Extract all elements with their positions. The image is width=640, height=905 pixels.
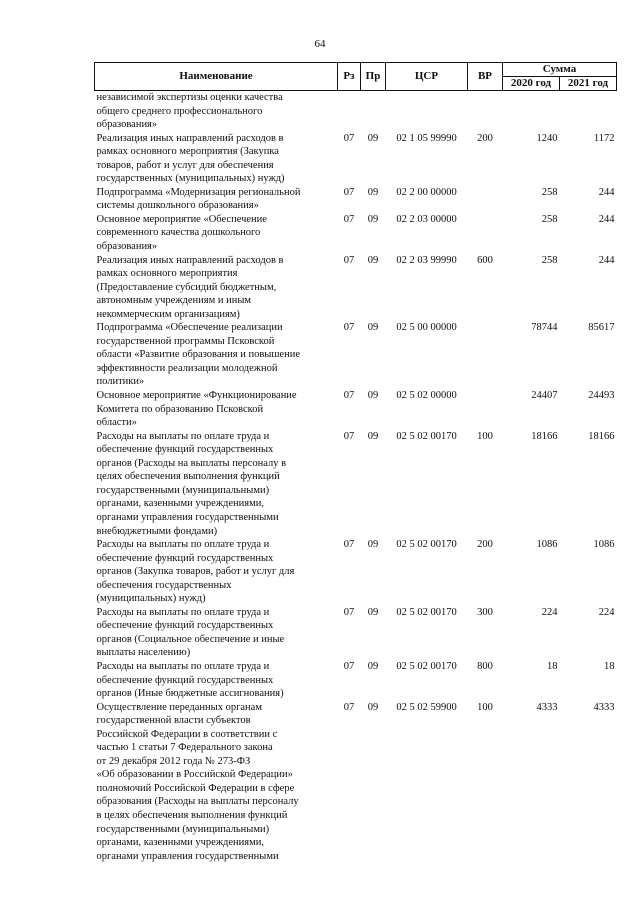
row-name-cell: [95, 132, 338, 186]
row-name-cell: [95, 254, 338, 322]
row-sum-2021-cell: [560, 91, 617, 132]
row-sum-2020-cell-text: 24407: [531, 390, 558, 402]
row-vr-cell: [468, 186, 503, 213]
row-sum-2020-cell-text: 78744: [531, 322, 558, 334]
row-sum-2020-cell-text: 258: [541, 186, 558, 198]
row-pr-cell: [361, 538, 386, 606]
table-row: [95, 660, 617, 701]
row-csr-cell-text: 02 5 00 00000: [396, 322, 457, 334]
row-csr-cell-text: 02 1 05 99990: [396, 132, 457, 144]
row-sum-2021-cell: [560, 186, 617, 213]
row-sum-2020-cell-text: 224: [541, 606, 558, 618]
row-csr-cell-text: 02 5 02 59900: [396, 701, 457, 713]
table-row: [95, 538, 617, 606]
row-name-cell: [95, 389, 338, 430]
row-name-cell-text: Основное мероприятие «Обеспечение современного качества дошкольного образования»: [96, 213, 267, 253]
row-sum-2020-cell-text: 258: [541, 213, 558, 225]
row-vr-cell: [468, 606, 503, 660]
table-row: [95, 132, 617, 186]
row-sum-2020-cell: [503, 660, 560, 701]
table-row: [95, 430, 617, 538]
row-name-cell-text: Реализация иных направлений расходов в рамках основного мероприятия (Закупка товаров, работ и услуг для обеспечения государственных (муниципальных) нужд): [96, 132, 285, 185]
row-sum-2020-cell: [503, 321, 560, 389]
row-name-cell: [95, 186, 338, 213]
row-name-cell-text: Расходы на выплаты по оплате труда и обеспечение функций государственных органов (Расходы на выплаты персоналу в целях обеспечения выполнения функций государственными (муниципальными) органами, казенными учреждениями, органами управления государственными внебюджетными фондами): [96, 430, 287, 537]
row-pr-cell-text: 09: [367, 390, 379, 402]
row-csr-cell: [386, 701, 468, 864]
row-csr-cell-text: 02 2 03 00000: [396, 213, 457, 225]
row-name-cell-text: Расходы на выплаты по оплате труда и обеспечение функций государственных органов (Закупка товаров, работ и услуг для обеспечения государственных (муниципальных) нужд): [96, 539, 295, 605]
row-pr-cell: [361, 389, 386, 430]
row-vr-cell-text: 200: [477, 539, 493, 551]
row-sum-2020-cell: [503, 538, 560, 606]
row-rz-cell-text: 07: [343, 213, 355, 225]
row-name-cell: [95, 660, 338, 701]
row-name-cell: [95, 213, 338, 254]
row-rz-cell: [338, 132, 361, 186]
row-csr-cell: [386, 213, 468, 254]
row-csr-cell-text: 02 2 00 00000: [396, 186, 457, 198]
row-sum-2021-cell: [560, 606, 617, 660]
row-pr-cell-text: 09: [367, 322, 379, 334]
row-vr-cell: [468, 701, 503, 864]
row-rz-cell: [338, 538, 361, 606]
row-vr-cell: [468, 538, 503, 606]
row-pr-cell: [361, 606, 386, 660]
row-rz-cell: [338, 606, 361, 660]
row-vr-cell-text: 300: [477, 606, 493, 618]
row-pr-cell: [361, 430, 386, 538]
page-number: 64: [314, 38, 326, 50]
row-pr-cell: [361, 660, 386, 701]
row-csr-cell: [386, 430, 468, 538]
row-vr-cell-text: 100: [477, 430, 493, 442]
row-sum-2020-cell: [503, 132, 560, 186]
row-vr-cell-text: 600: [477, 254, 493, 266]
row-rz-cell-text: 07: [343, 539, 355, 551]
table-row: [95, 254, 617, 322]
table-body: [95, 91, 617, 864]
row-pr-cell: [361, 186, 386, 213]
row-vr-cell: [468, 213, 503, 254]
row-sum-2020-cell-text: 4333: [536, 701, 558, 713]
row-name-cell-text: Подпрограмма «Модернизация региональной системы дошкольного образования»: [96, 186, 301, 212]
row-vr-cell-text: 800: [477, 660, 493, 672]
row-rz-cell-text: 07: [343, 322, 355, 334]
row-vr-cell: [468, 321, 503, 389]
row-sum-2020-cell: [503, 91, 560, 132]
row-name-cell: [95, 701, 338, 864]
row-vr-cell: [468, 660, 503, 701]
header-sum: Сумма: [503, 63, 617, 77]
row-rz-cell-text: 07: [343, 660, 355, 672]
row-sum-2021-cell-text: 244: [598, 186, 615, 198]
table-row: [95, 606, 617, 660]
row-vr-cell: [468, 254, 503, 322]
row-sum-2021-cell: [560, 254, 617, 322]
table-header: [95, 63, 617, 91]
table-row: [95, 213, 617, 254]
row-vr-cell: [468, 430, 503, 538]
row-pr-cell-text: 09: [367, 254, 379, 266]
row-rz-cell-text: 07: [343, 186, 355, 198]
header-pr: Пр: [361, 63, 386, 91]
row-csr-cell: [386, 389, 468, 430]
row-rz-cell-text: 07: [343, 254, 355, 266]
row-pr-cell: [361, 213, 386, 254]
row-sum-2021-cell-text: 4333: [593, 701, 615, 713]
row-sum-2020-cell-text: 18166: [531, 430, 558, 442]
table-row: [95, 389, 617, 430]
row-pr-cell: [361, 701, 386, 864]
row-csr-cell: [386, 660, 468, 701]
row-sum-2020-cell: [503, 606, 560, 660]
row-pr-cell-text: 09: [367, 539, 379, 551]
row-rz-cell: [338, 213, 361, 254]
row-rz-cell: [338, 701, 361, 864]
row-rz-cell-text: 07: [343, 132, 355, 144]
row-rz-cell: [338, 186, 361, 213]
row-rz-cell: [338, 321, 361, 389]
row-csr-cell-text: 02 5 02 00170: [396, 606, 457, 618]
row-rz-cell: [338, 389, 361, 430]
row-sum-2020-cell: [503, 213, 560, 254]
row-pr-cell: [361, 132, 386, 186]
row-name-cell-text: Осуществление переданных органам государственной власти субъектов Российской Федерации в соответствии с частью 1 статьи 7 Федерального закона от 29 декабря 2012 года № 273-ФЗ «Об образовании в Российской Федерации» полномочий Российской Федерации в сфере образования (Расходы на выплаты персоналу в целях обеспечения выполнения функций государственными (муниципальными) органами, казенными учреждениями, органами управления государственными: [96, 701, 299, 862]
row-vr-cell: [468, 91, 503, 132]
row-name-cell: [95, 321, 338, 389]
row-csr-cell-text: 02 5 02 00170: [396, 539, 457, 551]
row-csr-cell-text: 02 5 02 00170: [396, 660, 457, 672]
row-rz-cell: [338, 660, 361, 701]
row-pr-cell: [361, 254, 386, 322]
row-name-cell-text: независимой экспертизы оценки качества общего среднего профессионального образования»: [96, 92, 283, 131]
row-sum-2021-cell-text: 18: [604, 660, 615, 672]
row-sum-2021-cell: [560, 321, 617, 389]
row-sum-2020-cell-text: 18: [547, 660, 558, 672]
budget-table: [94, 62, 617, 863]
row-pr-cell-text: 09: [367, 132, 379, 144]
row-sum-2021-cell-text: 85617: [588, 322, 615, 334]
row-csr-cell: [386, 606, 468, 660]
row-name-cell-text: Расходы на выплаты по оплате труда и обеспечение функций государственных органов (Социальное обеспечение и иные выплаты населению): [96, 606, 285, 659]
row-rz-cell-text: 07: [343, 390, 355, 402]
row-vr-cell-text: 100: [477, 701, 493, 713]
row-pr-cell: [361, 91, 386, 132]
row-sum-2021-cell-text: 1172: [593, 132, 615, 144]
row-vr-cell-text: 200: [477, 132, 493, 144]
row-sum-2021-cell-text: 24493: [588, 390, 615, 402]
header-year-2020: 2020 год: [503, 77, 560, 91]
row-name-cell: [95, 606, 338, 660]
row-vr-cell: [468, 132, 503, 186]
row-sum-2021-cell-text: 244: [598, 213, 615, 225]
row-rz-cell: [338, 91, 361, 132]
row-pr-cell-text: 09: [367, 701, 379, 713]
header-rz: Рз: [338, 63, 361, 91]
table-row: [95, 321, 617, 389]
row-pr-cell: [361, 321, 386, 389]
row-sum-2020-cell-text: 258: [541, 254, 558, 266]
row-csr-cell-text: 02 5 02 00170: [396, 430, 457, 442]
row-csr-cell: [386, 321, 468, 389]
row-csr-cell-text: 02 2 03 99990: [396, 254, 457, 266]
row-name-cell-text: Подпрограмма «Обеспечение реализации государственной программы Псковской области «Развитие образования и повышение эффективности реализации молодежной политики»: [96, 322, 300, 388]
row-sum-2020-cell: [503, 254, 560, 322]
row-sum-2021-cell: [560, 430, 617, 538]
row-sum-2020-cell: [503, 389, 560, 430]
table-row: [95, 701, 617, 864]
row-rz-cell: [338, 430, 361, 538]
row-pr-cell-text: 09: [367, 660, 379, 672]
row-name-cell-text: Расходы на выплаты по оплате труда и обеспечение функций государственных органов (Иные бюджетные ассигнования): [96, 660, 284, 700]
row-sum-2020-cell: [503, 701, 560, 864]
row-sum-2021-cell-text: 1086: [593, 539, 615, 551]
row-rz-cell-text: 07: [343, 606, 355, 618]
row-sum-2020-cell-text: 1240: [536, 132, 558, 144]
row-sum-2021-cell-text: 244: [598, 254, 615, 266]
row-rz-cell-text: 07: [343, 701, 355, 713]
row-name-cell-text: Основное мероприятие «Функционирование Комитета по образованию Псковской области»: [96, 390, 297, 429]
header-name: Наименование: [95, 63, 338, 91]
header-csr: ЦСР: [386, 63, 468, 91]
row-pr-cell-text: 09: [367, 186, 379, 198]
row-csr-cell: [386, 132, 468, 186]
row-csr-cell-text: 02 5 02 00000: [396, 390, 457, 402]
row-sum-2021-cell: [560, 660, 617, 701]
row-rz-cell-text: 07: [343, 430, 355, 442]
table-row: [95, 186, 617, 213]
row-pr-cell-text: 09: [367, 213, 379, 225]
row-sum-2020-cell: [503, 186, 560, 213]
row-pr-cell-text: 09: [367, 606, 379, 618]
header-vr: ВР: [468, 63, 503, 91]
row-name-cell: [95, 430, 338, 538]
row-sum-2021-cell: [560, 389, 617, 430]
header-year-2021: 2021 год: [560, 77, 617, 91]
row-name-cell: [95, 91, 338, 132]
row-name-cell: [95, 538, 338, 606]
row-csr-cell: [386, 538, 468, 606]
row-sum-2020-cell: [503, 430, 560, 538]
row-csr-cell: [386, 91, 468, 132]
row-sum-2021-cell: [560, 538, 617, 606]
row-rz-cell: [338, 254, 361, 322]
row-pr-cell-text: 09: [367, 430, 379, 442]
row-csr-cell: [386, 186, 468, 213]
row-sum-2021-cell-text: 224: [598, 606, 615, 618]
row-sum-2021-cell-text: 18166: [588, 430, 615, 442]
row-name-cell-text: Реализация иных направлений расходов в рамках основного мероприятия (Предоставление субсидий бюджетным, автономным учреждениям и иным некоммерческим организациям): [96, 254, 284, 320]
row-csr-cell: [386, 254, 468, 322]
row-sum-2021-cell: [560, 213, 617, 254]
row-sum-2021-cell: [560, 132, 617, 186]
row-sum-2020-cell-text: 1086: [536, 539, 558, 551]
row-vr-cell: [468, 389, 503, 430]
row-sum-2021-cell: [560, 701, 617, 864]
table-row: [95, 91, 617, 132]
